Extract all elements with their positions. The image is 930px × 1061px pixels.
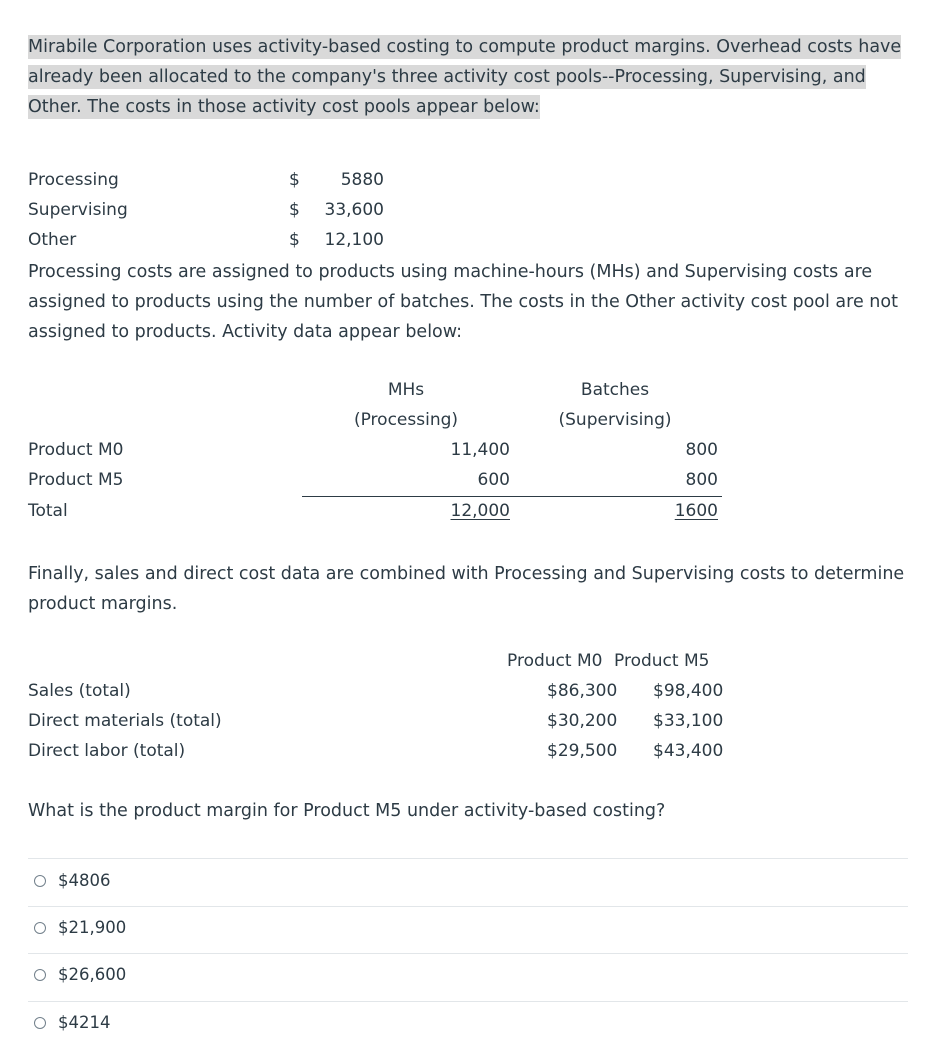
table-cell: $43,400 xyxy=(653,741,724,761)
option-divider xyxy=(28,953,908,954)
option-divider xyxy=(28,858,908,859)
column-header: Batches xyxy=(580,380,650,400)
column-header: Product M5 xyxy=(614,651,710,671)
margin-paragraph: Finally, sales and direct cost data are combined with Processing and Supervising costs to determine product margins. xyxy=(28,564,905,614)
table-row-label: Product M0 xyxy=(28,440,124,460)
cost-pool-currency: $ xyxy=(289,200,300,220)
radio-button[interactable] xyxy=(34,875,46,887)
answer-option[interactable] xyxy=(34,871,111,890)
column-header: MHs xyxy=(387,380,425,400)
radio-button[interactable] xyxy=(34,1017,46,1029)
table-cell: $30,200 xyxy=(547,711,618,731)
answer-option[interactable] xyxy=(34,1013,111,1032)
column-header: Product M0 xyxy=(507,651,603,671)
table-total-cell: 1600 xyxy=(674,501,718,521)
table-cell: $98,400 xyxy=(653,681,724,701)
table-cell: 800 xyxy=(685,470,718,490)
table-cell: 800 xyxy=(685,440,718,460)
table-total-cell: 12,000 xyxy=(450,501,510,521)
table-row-label: Direct labor (total) xyxy=(28,741,186,761)
cost-pool-currency: $ xyxy=(289,230,300,250)
answer-option-label: $26,600 xyxy=(58,965,127,984)
intro-paragraph xyxy=(28,32,904,122)
answer-option-label: $4806 xyxy=(58,871,111,890)
intro-text: Mirabile Corporation uses activity-based costing to compute product margins. Overhead costs have already been allocated to the company's three activity cost pools--Processing, Supervising, and Other. The costs in those activity cost pools appear below: xyxy=(28,37,902,117)
table-total-label: Total xyxy=(28,501,68,521)
table-row-label: Sales (total) xyxy=(28,681,131,701)
radio-button[interactable] xyxy=(34,969,46,981)
table-cell: $33,100 xyxy=(653,711,724,731)
column-header: (Supervising) xyxy=(558,410,672,430)
table-cell: $86,300 xyxy=(547,681,618,701)
table-cell: 600 xyxy=(477,470,510,490)
question-text: What is the product margin for Product M5 under activity-based costing? xyxy=(28,801,666,821)
answer-option-label: $21,900 xyxy=(58,918,127,937)
assignment-paragraph: Processing costs are assigned to products using machine-hours (MHs) and Supervising costs are assigned to products using the number of batches. The costs in the Other activity cost pool are not assigned to products. Activity data appear below: xyxy=(28,262,898,342)
cost-pool-label: Other xyxy=(28,230,77,250)
cost-pool-amount: 5880 xyxy=(340,170,384,190)
cost-pool-amount: 12,100 xyxy=(324,230,384,250)
option-divider xyxy=(28,1001,908,1002)
table-row-label: Direct materials (total) xyxy=(28,711,222,731)
cost-pool-label: Processing xyxy=(28,170,119,190)
answer-option[interactable] xyxy=(34,918,126,937)
table-cell: $29,500 xyxy=(547,741,618,761)
answer-option-label: $4214 xyxy=(58,1013,111,1032)
cost-pool-amount: 33,600 xyxy=(324,200,384,220)
cost-pool-currency: $ xyxy=(289,170,300,190)
answer-option[interactable] xyxy=(34,965,126,984)
table-row-label: Product M5 xyxy=(28,470,124,490)
table-cell: 11,400 xyxy=(450,440,510,460)
cost-pool-label: Supervising xyxy=(28,200,128,220)
table-divider xyxy=(302,496,722,497)
column-header: (Processing) xyxy=(353,410,459,430)
option-divider xyxy=(28,906,908,907)
radio-button[interactable] xyxy=(34,922,46,934)
